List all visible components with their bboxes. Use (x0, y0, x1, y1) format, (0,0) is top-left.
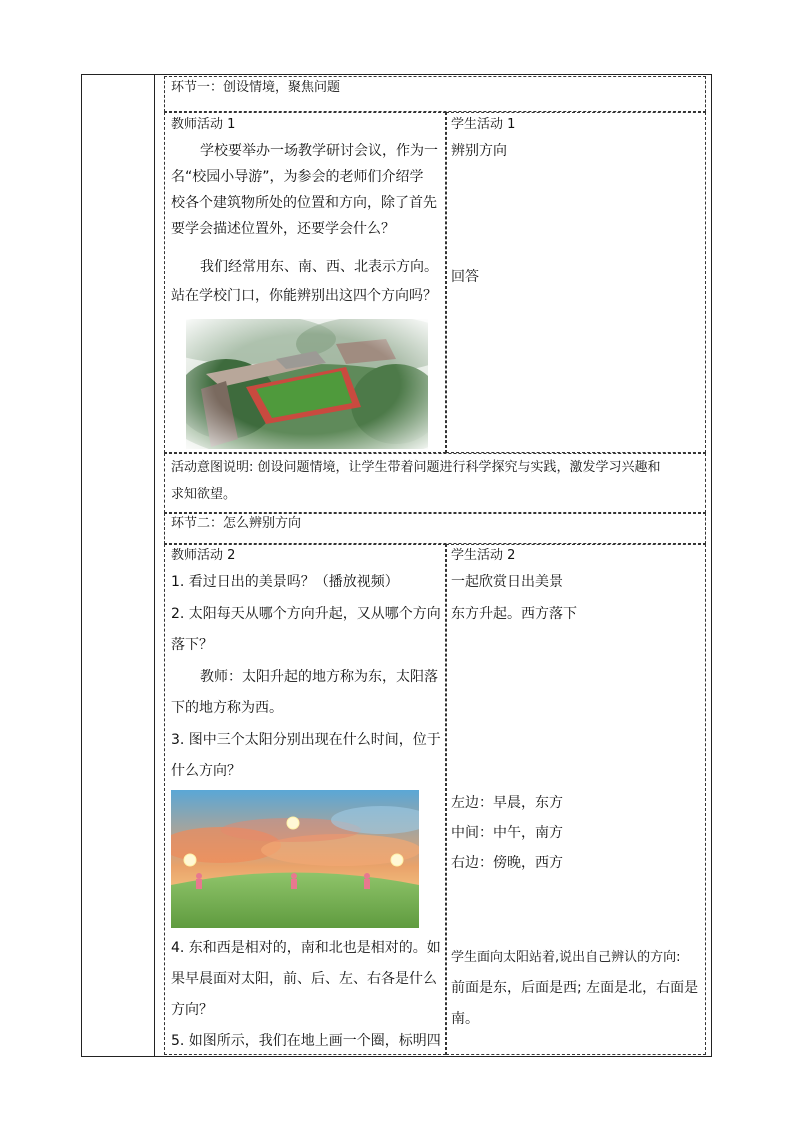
student2-line: 学生面向太阳站着,说出自己辨认的方向: (451, 950, 681, 965)
student-activity-2-label: 学生活动 2 (451, 548, 516, 563)
teacher1-line: 学校要举办一场教学研讨会议，作为一 (200, 143, 438, 159)
teacher2-line: 2. 太阳每天从哪个方向升起，又从哪个方向 (171, 606, 441, 622)
student1-line: 辨别方向 (451, 143, 507, 159)
student2-line: 南。 (451, 1011, 479, 1027)
teacher2-line: 什么方向？ (171, 763, 241, 779)
teacher2-line: 果早晨面对太阳，前、后、左、右各是什么 (171, 971, 437, 987)
intent-line: 求知欲望。 (171, 487, 237, 502)
student1-line: 回答 (451, 269, 479, 285)
teacher2-line: 3. 图中三个太阳分别出现在什么时间，位于 (171, 732, 441, 748)
intent-line: 活动意图说明: 创设问题情境，让学生带着问题进行科学探究与实践，激发学习兴趣和 (171, 460, 661, 475)
student-activity-1-label: 学生活动 1 (451, 117, 516, 132)
teacher1-line: 校各个建筑物所处的位置和方向，除了首先 (171, 195, 437, 211)
student2-line: 左边：早晨，东方 (451, 795, 563, 811)
teacher-activity-2-label: 教师活动 2 (171, 548, 236, 563)
student2-line: 前面是东，后面是西; 左面是北，右面是 (451, 980, 699, 996)
student2-line: 东方升起。西方落下 (451, 606, 577, 622)
student2-line: 右边：傍晚，西方 (451, 855, 563, 871)
section1-student-cell (446, 112, 706, 453)
teacher1-line: 名“校园小导游”，为参会的老师们介绍学 (171, 169, 424, 185)
teacher2-line: 方向？ (171, 1002, 213, 1018)
teacher1-line: 我们经常用东、南、西、北表示方向。 (200, 259, 438, 275)
section1-title: 环节一：创设情境，聚焦问题 (171, 80, 341, 95)
section2-title: 环节二：怎么辨别方向 (171, 516, 302, 531)
teacher2-line: 落下？ (171, 637, 213, 653)
student2-line: 中间：中午，南方 (451, 825, 563, 841)
teacher-activity-1-label: 教师活动 1 (171, 117, 236, 132)
teacher2-line: 4. 东和西是相对的，南和北也是相对的。如 (171, 940, 441, 956)
three-suns-illustration (171, 790, 419, 928)
teacher2-line: 教师：太阳升起的地方称为东，太阳落 (200, 669, 438, 685)
teacher1-line: 站在学校门口，你能辨别出这四个方向吗？ (171, 288, 437, 304)
teacher2-line: 5. 如图所示，我们在地上画一个圈，标明四 (171, 1033, 441, 1049)
student2-line: 一起欣赏日出美景 (451, 574, 563, 590)
teacher1-line: 要学会描述位置外，还要学会什么？ (171, 221, 395, 237)
teacher2-line: 下的地方称为西。 (171, 700, 283, 716)
campus-aerial-image (186, 319, 428, 449)
teacher2-line: 1. 看过日出的美景吗？（播放视频） (171, 574, 399, 590)
left-column-divider (154, 74, 155, 1057)
